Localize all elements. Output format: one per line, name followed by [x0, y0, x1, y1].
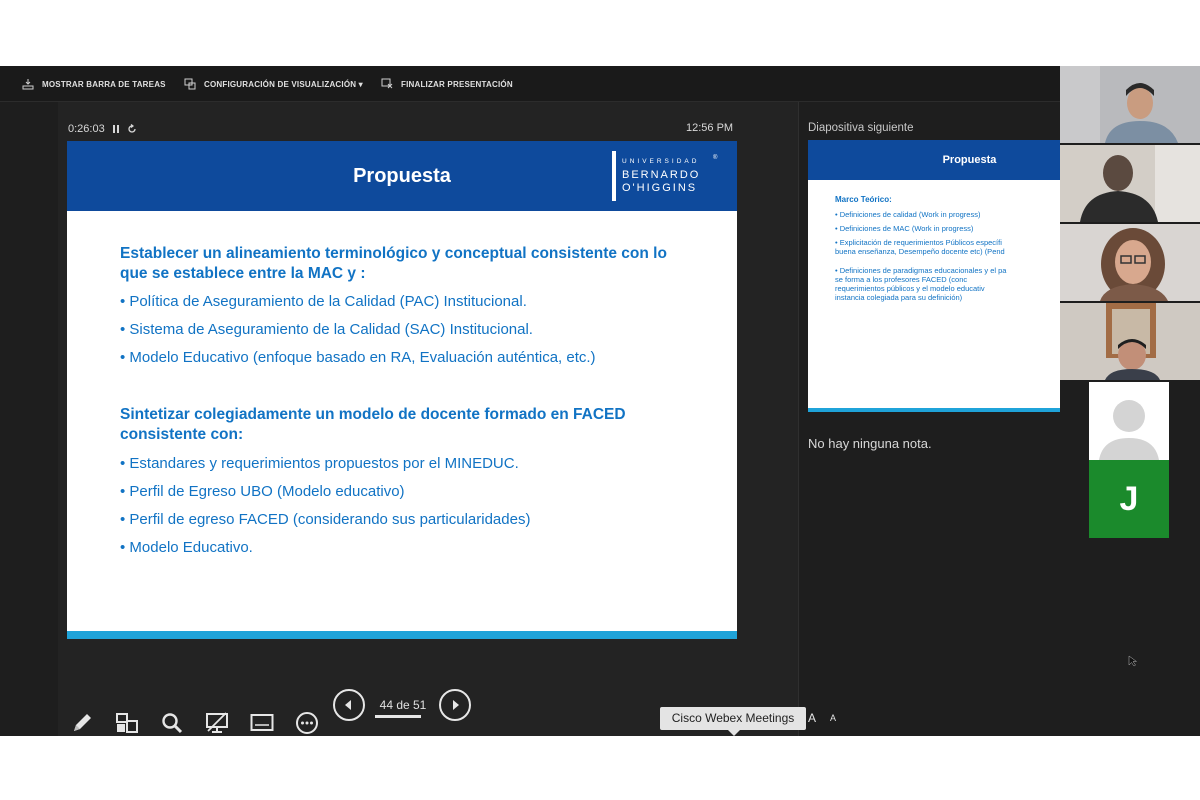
- slide-grid-button[interactable]: [113, 709, 141, 736]
- zoom-button[interactable]: [158, 709, 186, 736]
- next-slide-title: Propuesta: [942, 154, 997, 166]
- top-toolbar: [0, 66, 1060, 102]
- subtitles-icon: [250, 711, 274, 735]
- user-placeholder-icon: [1089, 382, 1169, 460]
- next-slide-pane: [798, 102, 1060, 736]
- participant-avatar: [1060, 145, 1200, 222]
- triangle-left-icon: [343, 699, 355, 711]
- taskbar-icon: [22, 78, 34, 90]
- slide-heading-2: Sintetizar colegiadamente un modelo de docente formado en FACED consistente con:: [120, 406, 626, 443]
- slide-heading-1: Establecer un alineamiento terminológico y conceptual consistente con lo que se establece entre la MAC y :: [120, 245, 667, 282]
- logo-registered-mark: ®: [713, 155, 718, 161]
- slide-tools: [68, 709, 321, 736]
- black-screen-button[interactable]: [203, 709, 231, 736]
- increase-font-button[interactable]: A: [808, 711, 817, 725]
- display-settings-button[interactable]: [184, 66, 363, 102]
- end-presentation-icon: [381, 78, 393, 90]
- slide-footer-bar: [67, 631, 737, 639]
- more-options-button[interactable]: [293, 709, 321, 736]
- slide-navigation: [333, 689, 483, 723]
- monitor-off-icon: [205, 711, 229, 735]
- pause-icon[interactable]: [113, 125, 119, 133]
- next-slide-heading: Marco Teórico:: [835, 195, 892, 204]
- slide-bullet: • Estandares y requerimientos propuestos por el MINEDUC.: [120, 454, 519, 474]
- slide-bullet: • Modelo Educativo (enfoque basado en RA, Evaluación auténtica, etc.): [120, 348, 596, 368]
- mouse-cursor-icon: [1128, 655, 1138, 667]
- logo-line-1: UNIVERSIDAD: [622, 158, 700, 165]
- next-slide-bullet: se forma a los profesores FACED (conc: [835, 275, 968, 284]
- university-logo: [612, 151, 722, 201]
- page-underline: [375, 715, 421, 718]
- next-slide-bullet: requerimientos públicos y el modelo educativ: [835, 284, 985, 293]
- logo-line-2: BERNARDO: [622, 169, 701, 181]
- webex-presenter-view: [0, 66, 1200, 736]
- display-settings-icon: [184, 78, 196, 90]
- participant-video-2[interactable]: [1060, 145, 1200, 222]
- search-icon: [160, 711, 184, 735]
- subtitles-button[interactable]: [248, 709, 276, 736]
- logo-line-3: O'HIGGINS: [622, 182, 698, 194]
- participant-avatar: [1060, 303, 1200, 380]
- participants-panel: [1060, 66, 1200, 736]
- slide-bullet: • Sistema de Aseguramiento de la Calidad (SAC) Institucional.: [120, 320, 533, 340]
- next-slide-bullet: • Definiciones de calidad (Work in progress): [835, 210, 981, 219]
- slide-bullet: • Política de Aseguramiento de la Calidad (PAC) Institucional.: [120, 292, 527, 312]
- display-settings-label: CONFIGURACIÓN DE VISUALIZACIÓN ▾: [204, 79, 363, 89]
- next-slide-bullet: • Definiciones de MAC (Work in progress): [835, 224, 974, 233]
- pen-icon: [70, 711, 94, 735]
- timer-row: [68, 122, 137, 136]
- slide-title: Propuesta: [353, 165, 451, 187]
- reset-timer-icon[interactable]: [127, 124, 137, 134]
- next-slide-label: Diapositiva siguiente: [808, 122, 914, 134]
- next-slide-preview[interactable]: [808, 140, 1061, 412]
- logo-bar: [612, 151, 616, 201]
- next-slide-bullet: buena enseñanza, Desempeño docente etc) (Pend: [835, 247, 1005, 256]
- slide-bullet: • Perfil de Egreso UBO (Modelo educativo): [120, 482, 405, 502]
- app-tooltip: Cisco Webex Meetings: [660, 707, 806, 730]
- more-icon: [295, 711, 319, 735]
- participant-placeholder[interactable]: [1089, 382, 1169, 460]
- clock: 12:56 PM: [686, 122, 734, 134]
- next-slide-footer: [808, 408, 1061, 412]
- end-presentation-button[interactable]: [381, 66, 513, 102]
- elapsed-time: 0:26:03: [68, 123, 105, 135]
- triangle-right-icon: [449, 699, 461, 711]
- next-slide-bullet: instancia colegiada para su definición): [835, 293, 963, 302]
- font-size-controls: [808, 711, 836, 725]
- participant-avatar: [1060, 66, 1200, 143]
- show-taskbar-button[interactable]: [22, 66, 166, 102]
- end-presentation-label: FINALIZAR PRESENTACIÓN: [401, 79, 513, 89]
- presenter-panel: [58, 102, 798, 736]
- slide-grid-icon: [115, 711, 139, 735]
- decrease-font-button[interactable]: A: [830, 713, 837, 723]
- slide-bullet: • Modelo Educativo.: [120, 538, 253, 558]
- next-slide-bullet: • Definiciones de paradigmas educacionales y el pa: [835, 266, 1007, 275]
- participant-video-3[interactable]: [1060, 224, 1200, 301]
- participant-avatar: [1060, 224, 1200, 301]
- pen-tool-button[interactable]: [68, 709, 96, 736]
- participant-initial-avatar[interactable]: J: [1089, 460, 1169, 538]
- page-counter: 44 de 51: [379, 698, 427, 712]
- current-slide: [67, 141, 737, 639]
- show-taskbar-label: MOSTRAR BARRA DE TAREAS: [42, 79, 166, 89]
- tooltip-arrow: [728, 730, 740, 736]
- speaker-notes: No hay ninguna nota.: [808, 436, 932, 451]
- next-slide-button[interactable]: [439, 689, 471, 721]
- participant-video-4[interactable]: [1060, 303, 1200, 380]
- participant-video-1[interactable]: [1060, 66, 1200, 143]
- previous-slide-button[interactable]: [333, 689, 365, 721]
- slide-bullet: • Perfil de egreso FACED (considerando sus particularidades): [120, 510, 530, 530]
- next-slide-bullet: • Explicitación de requerimientos Públicos específi: [835, 238, 1002, 247]
